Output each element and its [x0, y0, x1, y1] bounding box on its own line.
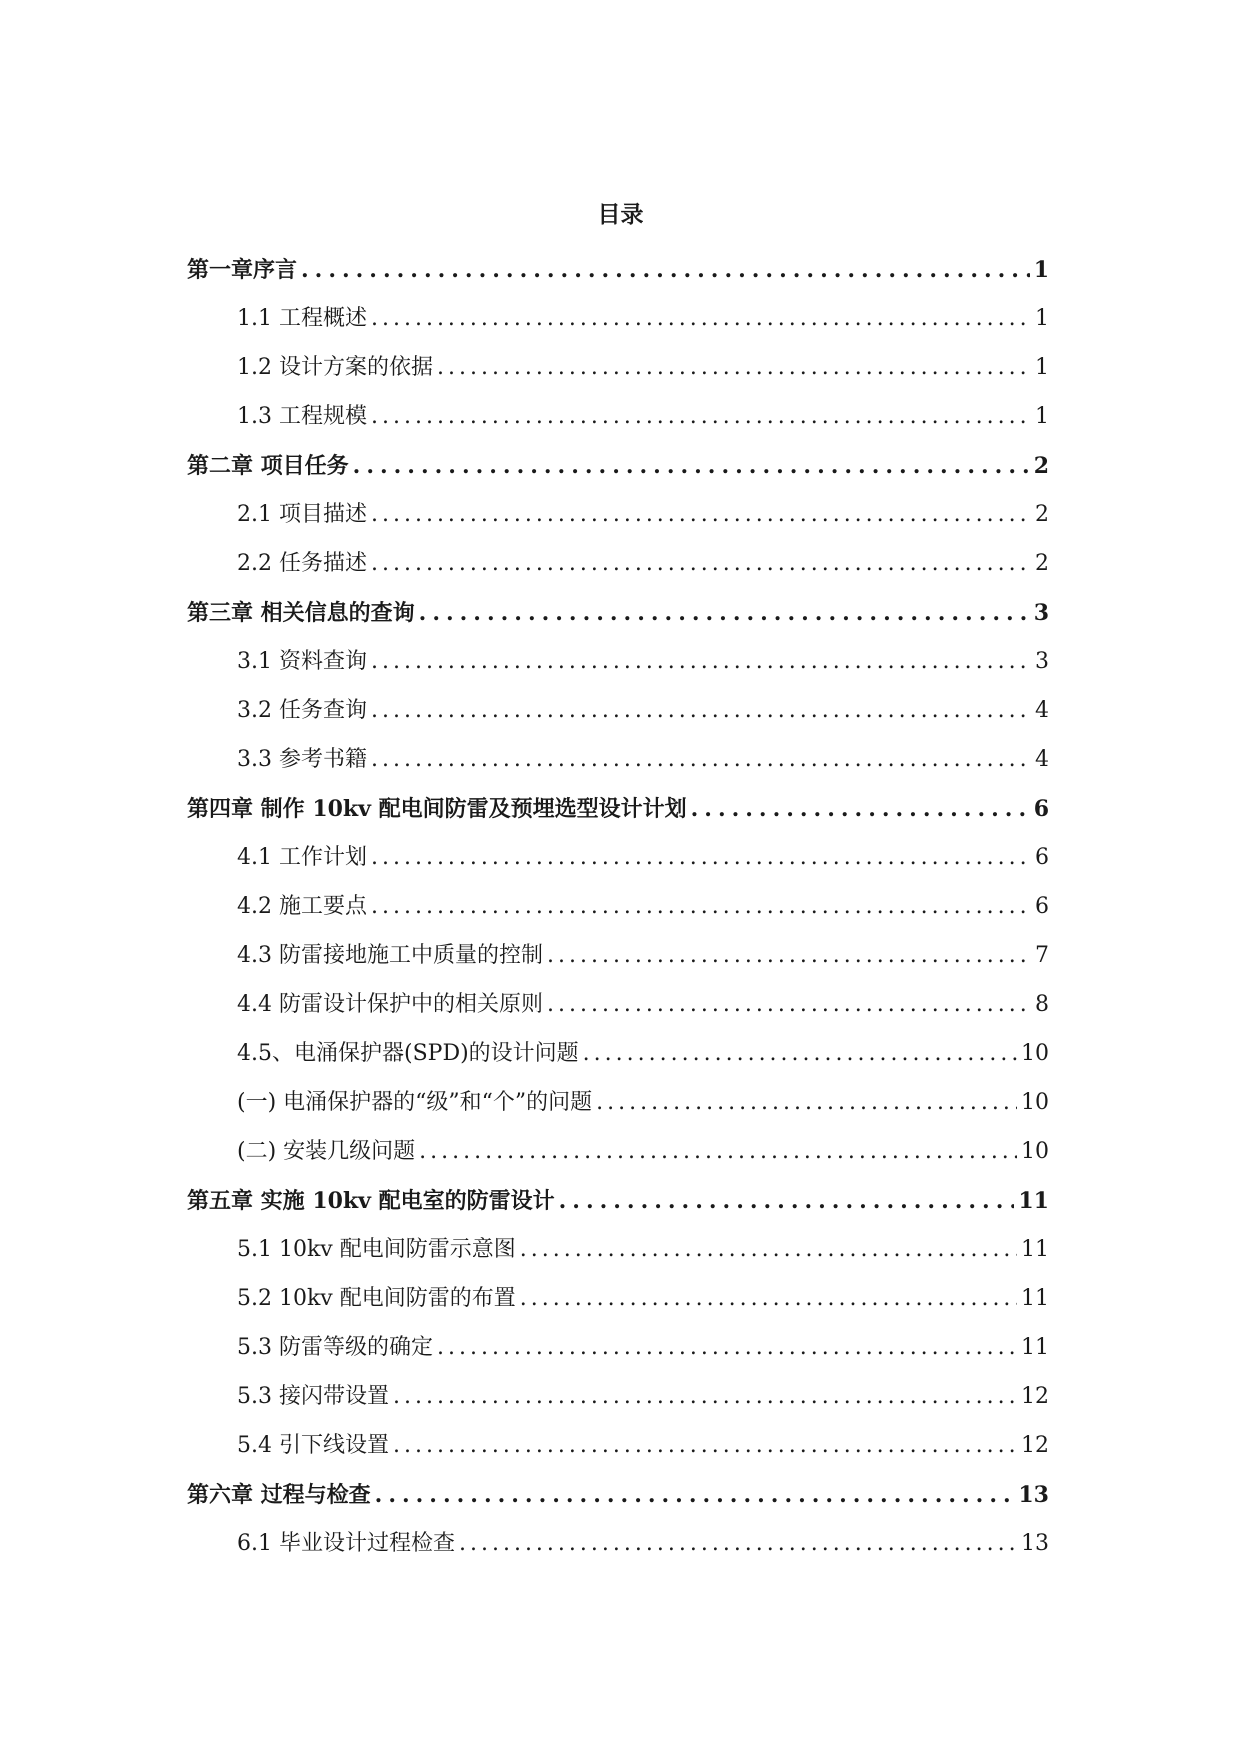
toc-chapter-entry[interactable] — [187, 779, 1049, 828]
toc-dot-leader — [353, 453, 1030, 479]
toc-entry-label: (二) 安装几级问题 — [237, 1139, 416, 1164]
toc-dot-leader — [371, 894, 1031, 920]
toc-entry-label: 5.2 10kv 配电间防雷的布置 — [237, 1286, 516, 1311]
toc-dot-leader — [371, 306, 1031, 332]
toc-page-number: 6 — [1033, 796, 1049, 822]
toc-dot-leader — [419, 1139, 1017, 1165]
toc-entry-label: 1.3 工程规模 — [237, 404, 367, 429]
toc-section-entry[interactable] — [187, 485, 1049, 534]
toc-entry-label: 1.2 设计方案的依据 — [237, 355, 433, 380]
toc-section-entry[interactable] — [187, 1073, 1049, 1122]
toc-dot-leader — [371, 502, 1031, 528]
toc-dot-leader — [547, 992, 1031, 1018]
toc-dot-leader — [375, 1482, 1015, 1508]
toc-dot-leader — [371, 404, 1031, 430]
table-of-contents — [187, 240, 1049, 1563]
toc-dot-leader — [371, 551, 1031, 577]
toc-section-entry[interactable] — [187, 681, 1049, 730]
toc-page-number: 12 — [1021, 1384, 1049, 1409]
toc-entry-label: 1.1 工程概述 — [237, 306, 367, 331]
toc-section-entry[interactable] — [187, 975, 1049, 1024]
toc-page-number: 1 — [1035, 306, 1049, 331]
toc-entry-label: 6.1 毕业设计过程检查 — [237, 1531, 455, 1556]
toc-page-number: 1 — [1035, 404, 1049, 429]
toc-dot-leader — [371, 649, 1031, 675]
toc-dot-leader — [301, 257, 1030, 283]
toc-section-entry[interactable] — [187, 534, 1049, 583]
toc-dot-leader — [583, 1041, 1017, 1067]
toc-entry-label: 4.2 施工要点 — [237, 894, 367, 919]
toc-dot-leader — [393, 1433, 1017, 1459]
toc-entry-label: 3.3 参考书籍 — [237, 747, 367, 772]
toc-section-entry[interactable] — [187, 1024, 1049, 1073]
toc-section-entry[interactable] — [187, 1220, 1049, 1269]
toc-entry-label: 第四章 制作 10kv 配电间防雷及预埋选型设计计划 — [187, 796, 687, 822]
toc-entry-label: 5.3 接闪带设置 — [237, 1384, 389, 1409]
toc-entry-label: 第二章 项目任务 — [187, 453, 349, 479]
toc-page-number: 2 — [1035, 551, 1049, 576]
toc-dot-leader — [559, 1188, 1015, 1214]
toc-page-number: 1 — [1033, 257, 1049, 283]
toc-section-entry[interactable] — [187, 926, 1049, 975]
toc-chapter-entry[interactable] — [187, 436, 1049, 485]
toc-dot-leader — [459, 1531, 1017, 1557]
toc-entry-label: 4.3 防雷接地施工中质量的控制 — [237, 943, 543, 968]
toc-section-entry[interactable] — [187, 289, 1049, 338]
toc-entry-label: 4.4 防雷设计保护中的相关原则 — [237, 992, 543, 1017]
toc-page-number: 8 — [1035, 992, 1049, 1017]
toc-section-entry[interactable] — [187, 1416, 1049, 1465]
toc-page-number: 10 — [1021, 1139, 1049, 1164]
toc-dot-leader — [371, 698, 1031, 724]
toc-dot-leader — [691, 796, 1030, 822]
toc-section-entry[interactable] — [187, 632, 1049, 681]
toc-entry-label: 3.1 资料查询 — [237, 649, 367, 674]
toc-section-entry[interactable] — [187, 1318, 1049, 1367]
toc-page-number: 4 — [1035, 698, 1049, 723]
toc-dot-leader — [419, 600, 1030, 626]
toc-dot-leader — [371, 747, 1031, 773]
toc-dot-leader — [520, 1286, 1017, 1312]
toc-section-entry[interactable] — [187, 1514, 1049, 1563]
toc-page-number: 6 — [1035, 894, 1049, 919]
toc-dot-leader — [437, 1335, 1017, 1361]
toc-dot-leader — [437, 355, 1031, 381]
toc-page-number: 10 — [1021, 1090, 1049, 1115]
toc-entry-label: 第一章序言 — [187, 257, 298, 283]
toc-page-number: 13 — [1018, 1482, 1049, 1508]
toc-page-number: 3 — [1035, 649, 1049, 674]
toc-page-number: 1 — [1035, 355, 1049, 380]
toc-page-number: 2 — [1035, 502, 1049, 527]
toc-entry-label: 4.1 工作计划 — [237, 845, 367, 870]
toc-page-number: 11 — [1021, 1237, 1049, 1262]
toc-entry-label: 3.2 任务查询 — [237, 698, 367, 723]
toc-entry-label: 第六章 过程与检查 — [187, 1482, 371, 1508]
toc-page-number: 12 — [1021, 1433, 1049, 1458]
toc-chapter-entry[interactable] — [187, 1171, 1049, 1220]
toc-chapter-entry[interactable] — [187, 1465, 1049, 1514]
toc-page-number: 11 — [1018, 1188, 1049, 1214]
toc-dot-leader — [520, 1237, 1017, 1263]
toc-entry-label: 2.2 任务描述 — [237, 551, 367, 576]
toc-entry-label: 4.5、电涌保护器(SPD)的设计问题 — [237, 1041, 579, 1066]
toc-page-number: 7 — [1035, 943, 1049, 968]
toc-section-entry[interactable] — [187, 338, 1049, 387]
toc-entry-label: 5.3 防雷等级的确定 — [237, 1335, 433, 1360]
toc-section-entry[interactable] — [187, 828, 1049, 877]
toc-page-number: 3 — [1033, 600, 1049, 626]
toc-dot-leader — [393, 1384, 1017, 1410]
toc-entry-label: 5.4 引下线设置 — [237, 1433, 389, 1458]
toc-entry-label: (一) 电涌保护器的“级”和“个”的问题 — [237, 1090, 593, 1115]
toc-dot-leader — [371, 845, 1031, 871]
toc-page-number: 11 — [1021, 1286, 1049, 1311]
toc-page-number: 4 — [1035, 747, 1049, 772]
toc-section-entry[interactable] — [187, 730, 1049, 779]
toc-section-entry[interactable] — [187, 877, 1049, 926]
toc-page-number: 10 — [1021, 1041, 1049, 1066]
toc-chapter-entry[interactable] — [187, 583, 1049, 632]
toc-dot-leader — [547, 943, 1031, 969]
toc-page-number: 13 — [1021, 1531, 1049, 1556]
toc-section-entry[interactable] — [187, 387, 1049, 436]
toc-chapter-entry[interactable] — [187, 240, 1049, 289]
toc-page-number: 2 — [1033, 453, 1049, 479]
toc-entry-label: 第三章 相关信息的查询 — [187, 600, 415, 626]
page-title: 目录 — [597, 201, 644, 228]
toc-dot-leader — [596, 1090, 1017, 1116]
toc-entry-label: 5.1 10kv 配电间防雷示意图 — [237, 1237, 516, 1262]
toc-page-number: 6 — [1035, 845, 1049, 870]
toc-section-entry[interactable] — [187, 1367, 1049, 1416]
toc-section-entry[interactable] — [187, 1269, 1049, 1318]
toc-section-entry[interactable] — [187, 1122, 1049, 1171]
toc-entry-label: 第五章 实施 10kv 配电室的防雷设计 — [187, 1188, 555, 1214]
toc-entry-label: 2.1 项目描述 — [237, 502, 367, 527]
toc-page-number: 11 — [1021, 1335, 1049, 1360]
